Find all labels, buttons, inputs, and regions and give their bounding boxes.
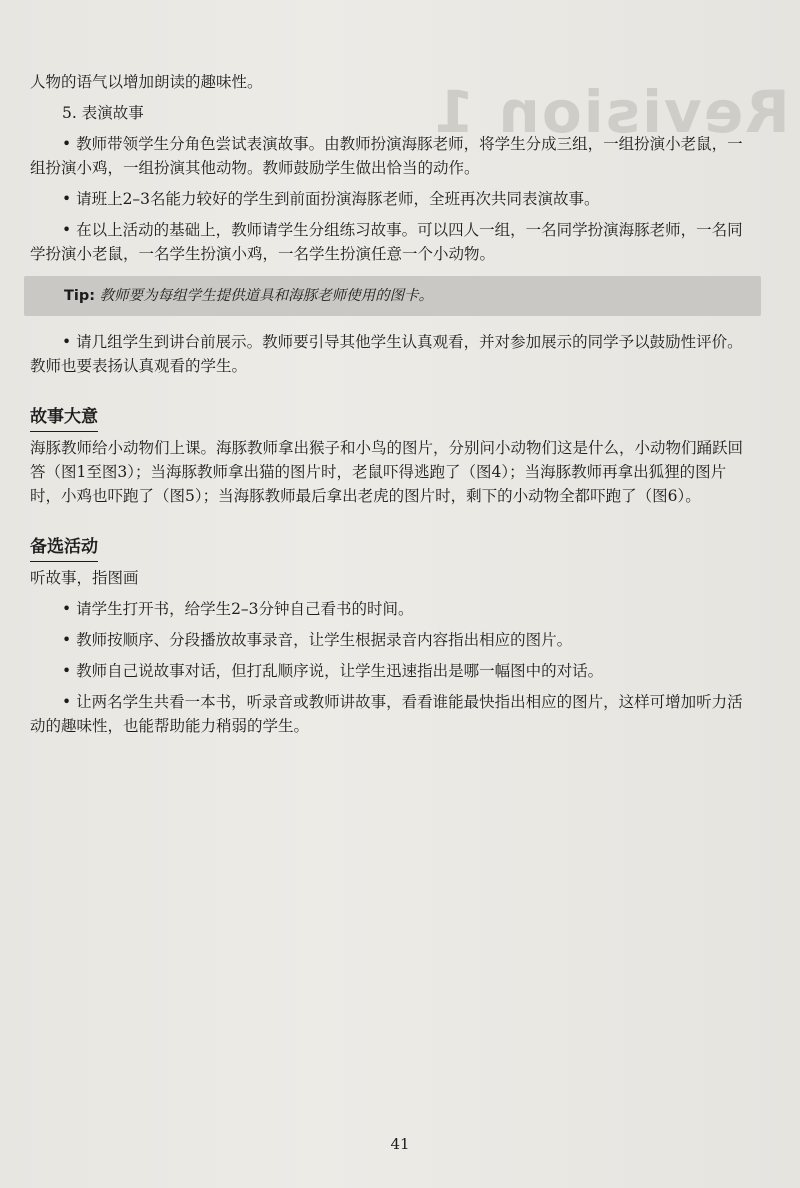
alt-activity-bullet-4: • 让两名学生共看一本书，听录音或教师讲故事，看看谁能最快指出相应的图片，这样可增加听力活动的趣味性，也能帮助能力稍弱的学生。 xyxy=(30,693,743,735)
section5-bullet-1: • 教师带领学生分角色尝试表演故事。由教师扮演海豚老师，将学生分成三组，一组扮演小老鼠，一组扮演小鸡，一组扮演其他动物。教师鼓励学生做出恰当的动作。 xyxy=(30,135,743,177)
show-through-watermark: Revision 1 xyxy=(432,78,790,146)
alt-activity-heading: 备选活动 xyxy=(30,535,98,562)
page-number: 41 xyxy=(390,1135,410,1153)
section5-heading: 5. 表演故事 xyxy=(62,104,144,122)
top-text: 人物的语气以增加朗读的趣味性。 xyxy=(30,73,263,91)
story-summary-text: 海豚教师给小动物们上课。海豚教师拿出猴子和小鸟的图片，分别问小动物们这是什么，小动物们踊跃回答（图1至图3）；当海豚教师拿出猫的图片时，老鼠吓得逃跑了（图4）；当海豚教师再拿出狐狸的图片时，小鸡也吓跑了（图5）；当海豚教师最后拿出老虎的图片时，剩下的小动物全都吓跑了（图6）。 xyxy=(30,439,744,505)
alt-activity-bullet-2: • 教师按顺序、分段播放故事录音，让学生根据录音内容指出相应的图片。 xyxy=(62,631,573,649)
alt-activity-bullet-1: • 请学生打开书，给学生2–3分钟自己看书的时间。 xyxy=(62,600,414,618)
alt-activity-subheading: 听故事，指图画 xyxy=(30,569,139,587)
section5-bullet-2: • 请班上2–3名能力较好的学生到前面扮演海豚老师，全班再次共同表演故事。 xyxy=(62,190,600,208)
section5-bullet-3: • 在以上活动的基础上，教师请学生分组练习故事。可以四人一组，一名同学扮演海豚老师，一名同学扮演小老鼠，一名学生扮演小鸡，一名学生扮演任意一个小动物。 xyxy=(30,221,743,263)
after-tip-bullet: • 请几组学生到讲台前展示。教师要引导其他学生认真观看，并对参加展示的同学予以鼓励性评价。教师也要表扬认真观看的学生。 xyxy=(30,333,743,375)
story-summary-heading: 故事大意 xyxy=(30,405,98,432)
tip-text: 教师要为每组学生提供道具和海豚老师使用的图卡。 xyxy=(99,288,434,304)
page-content xyxy=(30,70,755,745)
alt-activity-bullet-3: • 教师自己说故事对话，但打乱顺序说，让学生迅速指出是哪一幅图中的对话。 xyxy=(62,662,604,680)
tip-label: Tip: xyxy=(64,288,96,304)
tip-box xyxy=(24,276,761,316)
